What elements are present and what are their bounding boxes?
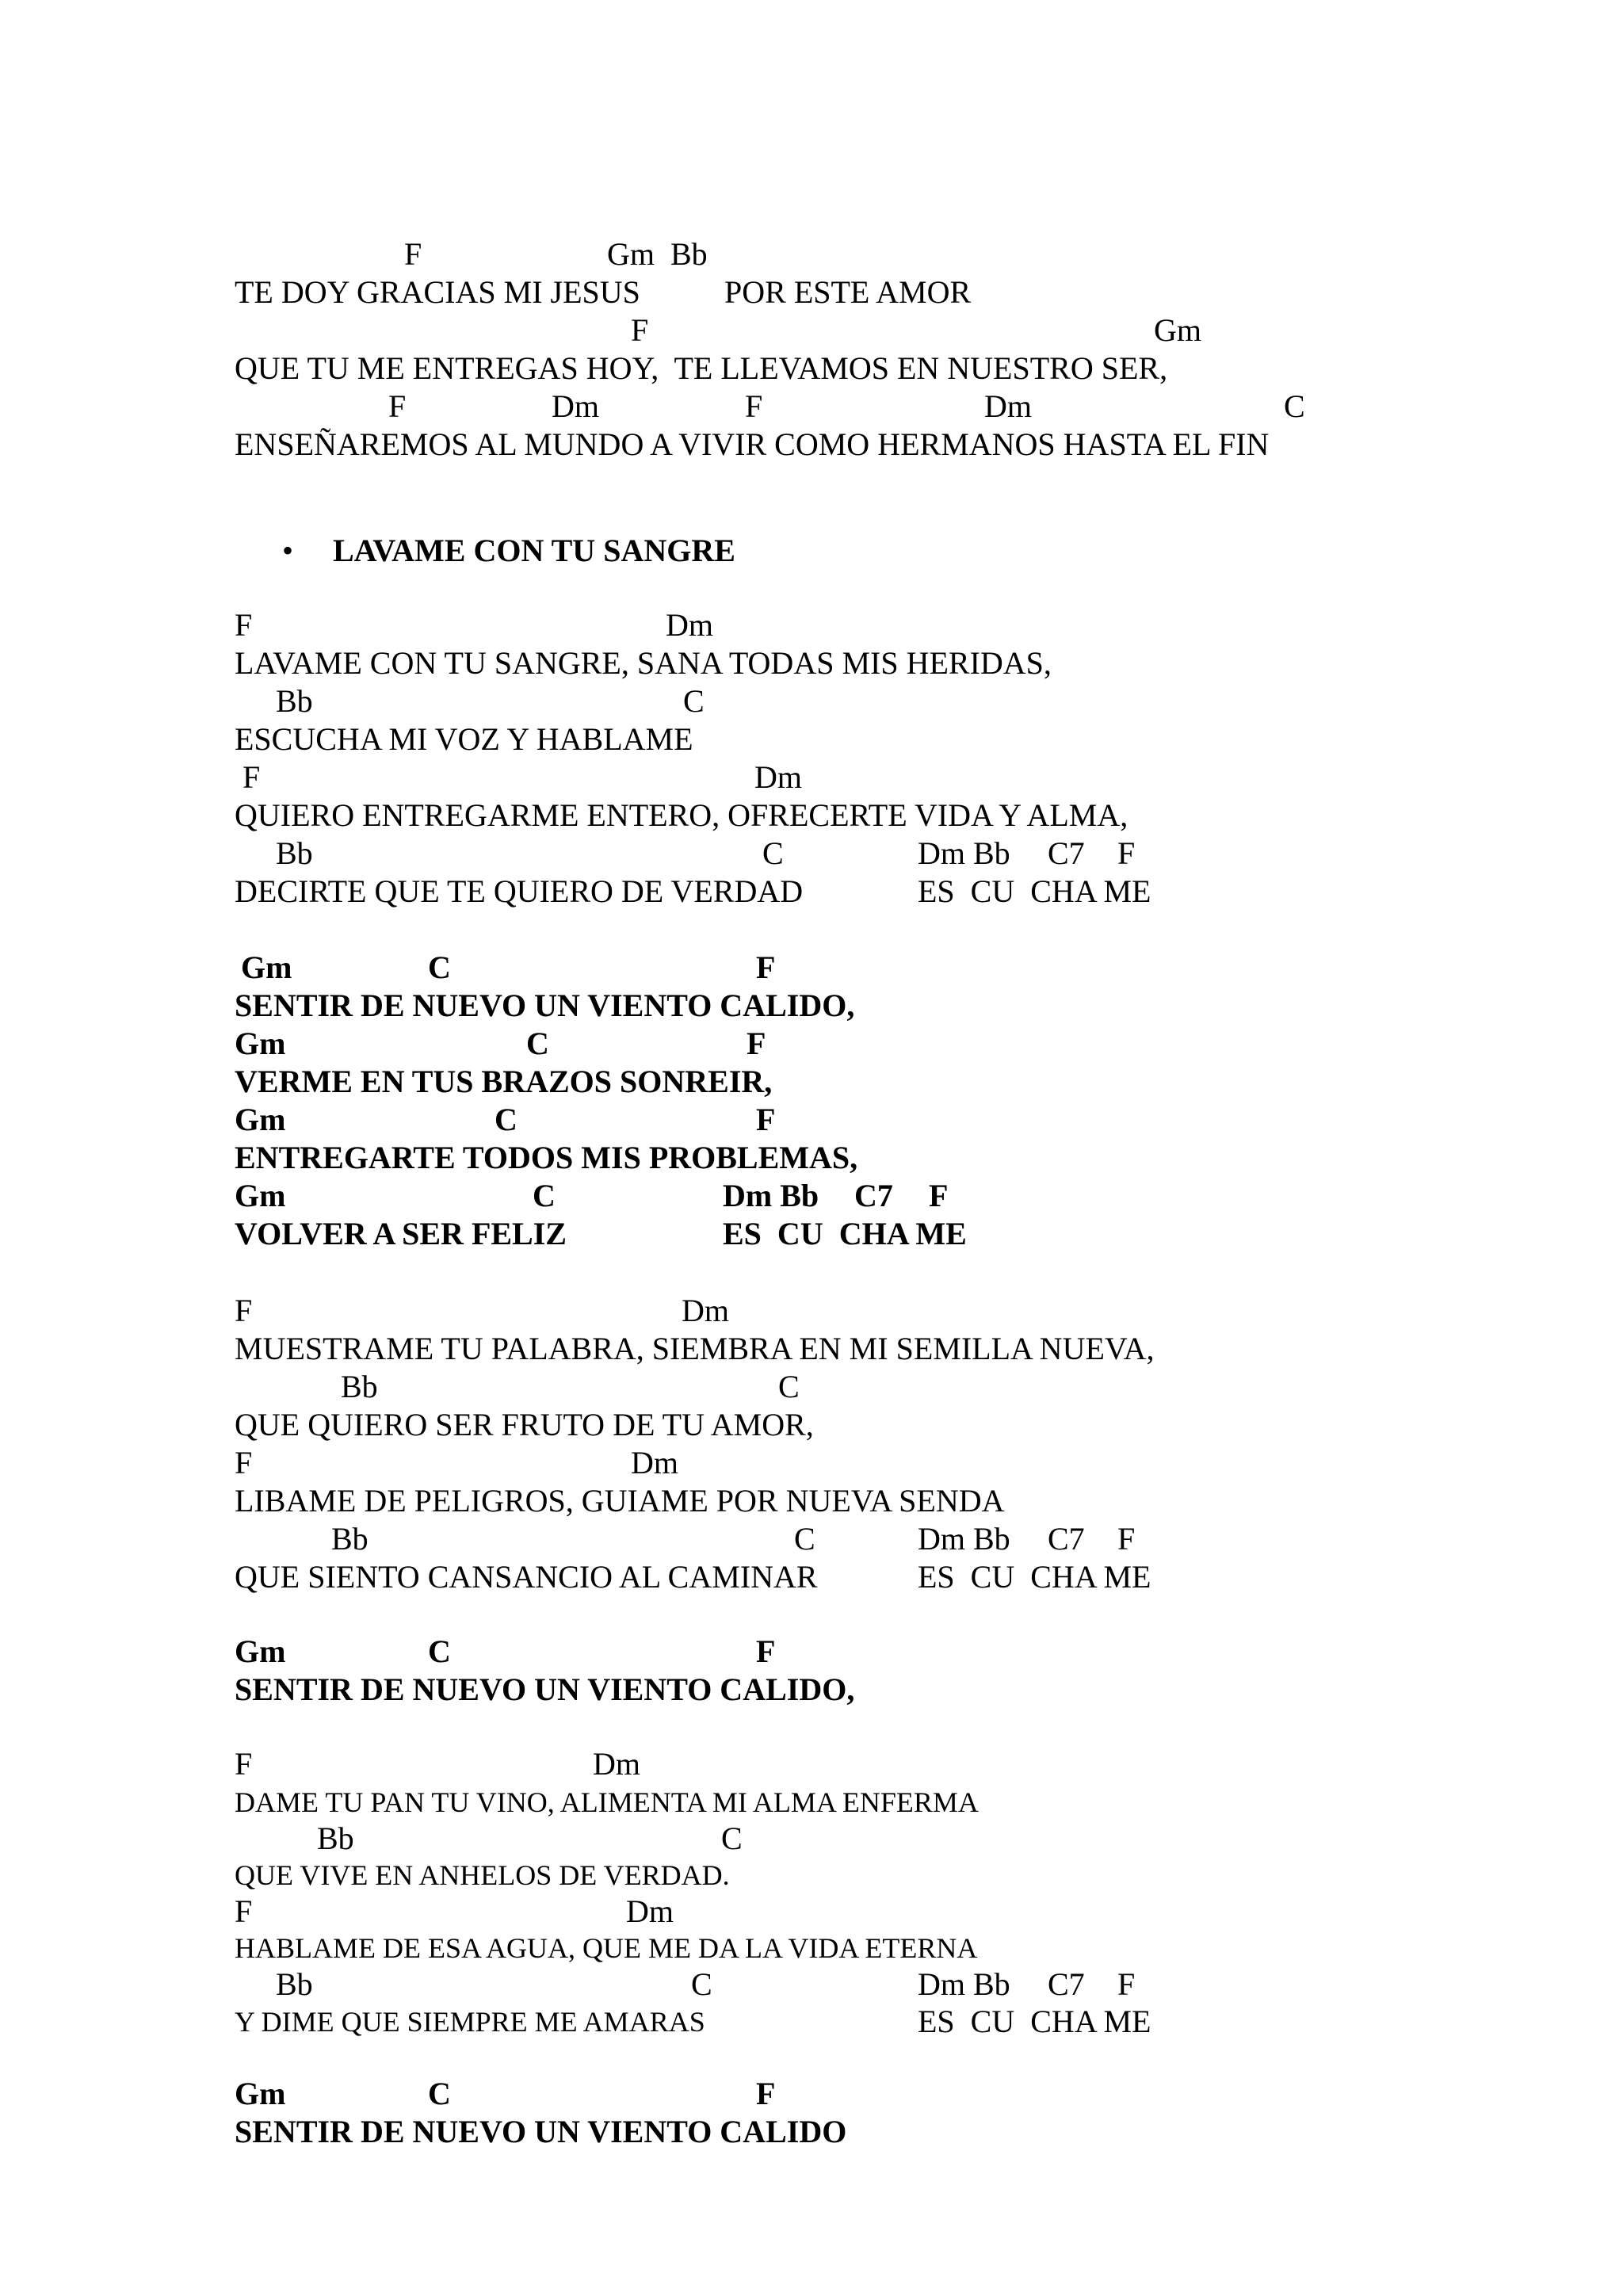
lyric-line (0, 1671, 1426, 1709)
chord: Dm (666, 607, 713, 643)
lyric-line (0, 987, 1426, 1025)
lyric-text: DAME TU PAN TU VINO, ALIMENTA MI ALMA ENFERMA (235, 1786, 979, 1818)
chord: Gm (235, 1633, 286, 1669)
chord: Gm (241, 949, 292, 985)
chord: F (756, 1633, 776, 1669)
lyric-text: TE DOY GRACIAS MI JESUS (235, 274, 640, 310)
chord: Bb (276, 835, 313, 871)
chord: F (235, 1293, 253, 1328)
bullet-icon: • (282, 533, 294, 568)
lyric-text: ES CU CHA ME (918, 873, 1151, 909)
chord: C (778, 1369, 800, 1404)
chord: F (1117, 1966, 1136, 2002)
lyric-text: ES CU CHA ME (918, 1559, 1151, 1595)
lyric-text: LAVAME CON TU SANGRE, SANA TODAS MIS HERIDAS, (235, 645, 1052, 681)
chord: C (428, 1633, 451, 1669)
chord: Gm (235, 1102, 286, 1137)
chord: F (745, 388, 763, 424)
chord: C (533, 1178, 556, 1213)
lyric-line (0, 873, 1426, 911)
chord: F (242, 759, 261, 795)
chord-line (0, 606, 1426, 644)
lyric-text: ENTREGARTE TODOS MIS PROBLEMAS, (235, 1140, 858, 1175)
chord: Dm (626, 1893, 674, 1929)
chord: F (404, 236, 422, 272)
lyric-text: QUIERO ENTREGARME ENTERO, OFRECERTE VIDA Y ALMA, (235, 797, 1128, 833)
chord: F (756, 949, 776, 985)
chord: Bb (331, 1521, 369, 1557)
chord-line (0, 835, 1426, 873)
chord: C7 (1048, 835, 1085, 871)
chord: C (1284, 388, 1305, 424)
lyric-line (0, 273, 1426, 311)
chord-line (0, 1368, 1426, 1406)
chord-line (0, 311, 1426, 350)
chord: Gm (235, 2076, 286, 2111)
lyric-line (0, 720, 1426, 758)
lyric-line (0, 1139, 1426, 1177)
chord: Gm (235, 1178, 286, 1213)
chord-line (0, 1893, 1426, 1931)
lyric-line (0, 350, 1426, 388)
chord: C7 (1048, 1521, 1085, 1557)
chord: C (721, 1820, 743, 1856)
song-title: LAVAME CON TU SANGRE (333, 533, 735, 568)
lyric-text: QUE TU ME ENTREGAS HOY, TE LLEVAMOS EN NUESTRO SER, (235, 350, 1168, 386)
lyric-text: ESCUCHA MI VOZ Y HABLAME (235, 721, 693, 757)
lyric-text: SENTIR DE NUEVO UN VIENTO CALIDO (235, 2114, 847, 2149)
chord-line (0, 758, 1426, 797)
chord-line (0, 1444, 1426, 1482)
chord: F (235, 607, 253, 643)
chord: Dm (984, 388, 1032, 424)
lyric-text: ES CU CHA ME (723, 1216, 967, 1251)
chord-line (0, 1101, 1426, 1139)
chord: C (762, 835, 784, 871)
chord: F (929, 1178, 949, 1213)
chord: C (428, 949, 451, 985)
chord-line (0, 1633, 1426, 1671)
chord: F (235, 1445, 253, 1480)
lyric-line (0, 426, 1426, 464)
chord: Gm (235, 1026, 286, 1061)
chord: C (683, 683, 705, 719)
lyric-text: LIBAME DE PELIGROS, GUIAME POR NUEVA SENDA (235, 1483, 1005, 1519)
chord: Dm (682, 1293, 729, 1328)
lyric-line (0, 1482, 1426, 1520)
lyric-line (0, 1783, 1426, 1821)
lyric-line (0, 1929, 1426, 1967)
chord: C (428, 2076, 451, 2111)
lyric-text: VERME EN TUS BRAZOS SONREIR, (235, 1064, 773, 1099)
chord: F (756, 1102, 776, 1137)
lyric-line (0, 1215, 1426, 1253)
chord: F (1117, 835, 1136, 871)
chord: F (235, 1893, 253, 1929)
chord: Bb (276, 1966, 313, 2002)
chord-line (0, 682, 1426, 720)
chord: F (631, 312, 649, 348)
chord-line (0, 1025, 1426, 1063)
lyric-line (0, 1558, 1426, 1596)
lyric-text: MUESTRAME TU PALABRA, SIEMBRA EN MI SEMILLA NUEVA, (235, 1331, 1155, 1366)
lyric-text: DECIRTE QUE TE QUIERO DE VERDAD (235, 873, 804, 909)
lyric-line (0, 797, 1426, 835)
chord-line (0, 388, 1426, 426)
lyric-text: VOLVER A SER FELIZ (235, 1216, 567, 1251)
lyric-text: QUE VIVE EN ANHELOS DE VERDAD. (235, 1859, 730, 1891)
lyric-text: SENTIR DE NUEVO UN VIENTO CALIDO, (235, 1671, 855, 1707)
chord: F (388, 388, 407, 424)
lyric-line (0, 1063, 1426, 1101)
lyric-line (0, 1856, 1426, 1894)
chord: F (756, 2076, 776, 2111)
chord-line (0, 1177, 1426, 1215)
chord: Bb (317, 1820, 354, 1856)
chord-line (0, 235, 1426, 273)
chord: C (794, 1521, 815, 1557)
lyric-line (0, 1330, 1426, 1368)
chord: Dm (631, 1445, 678, 1480)
lyric-line (0, 2113, 1426, 2151)
lyric-text: HABLAME DE ESA AGUA, QUE ME DA LA VIDA ETERNA (235, 1932, 978, 1964)
lyric-text: QUE QUIERO SER FRUTO DE TU AMOR, (235, 1407, 814, 1442)
chord: Gm (1154, 312, 1201, 348)
chord: C7 (1048, 1966, 1085, 2002)
lyric-line (0, 2003, 1426, 2041)
lyric-text: ES CU CHA ME (918, 2004, 1151, 2039)
chord: C (495, 1102, 517, 1137)
lyric-text: QUE SIENTO CANSANCIO AL CAMINAR (235, 1559, 818, 1595)
chord: F (1117, 1521, 1136, 1557)
chord: Bb (341, 1369, 378, 1404)
lyric-line (0, 1406, 1426, 1444)
chord: Dm (552, 388, 599, 424)
chord: Bb (276, 683, 313, 719)
lyric-text: ENSEÑAREMOS AL MUNDO A VIVIR COMO HERMANOS HASTA EL FIN (235, 426, 1270, 462)
chord: C7 (854, 1178, 893, 1213)
chord: F (747, 1026, 766, 1061)
lyric-text: POR ESTE AMOR (724, 274, 972, 310)
chord: Gm Bb (607, 236, 708, 272)
chord-line (0, 1745, 1426, 1783)
chord: Dm Bb (918, 1521, 1010, 1557)
lyric-text: SENTIR DE NUEVO UN VIENTO CALIDO, (235, 988, 855, 1023)
chord: Dm Bb (918, 835, 1010, 871)
chord-line (0, 949, 1426, 987)
chord-line (0, 1520, 1426, 1558)
chord: Dm (593, 1746, 640, 1782)
chord-line (0, 1966, 1426, 2004)
chord: Dm (754, 759, 802, 795)
chord: C (691, 1966, 712, 2002)
chord-line (0, 2075, 1426, 2113)
chord: C (526, 1026, 549, 1061)
lyric-line (0, 644, 1426, 682)
chord: F (235, 1746, 253, 1782)
chord-line (0, 1820, 1426, 1858)
chord-line (0, 1292, 1426, 1330)
chord: Dm Bb (918, 1966, 1010, 2002)
chord: Dm Bb (723, 1178, 819, 1213)
lyric-text: Y DIME QUE SIEMPRE ME AMARAS (235, 2006, 705, 2038)
